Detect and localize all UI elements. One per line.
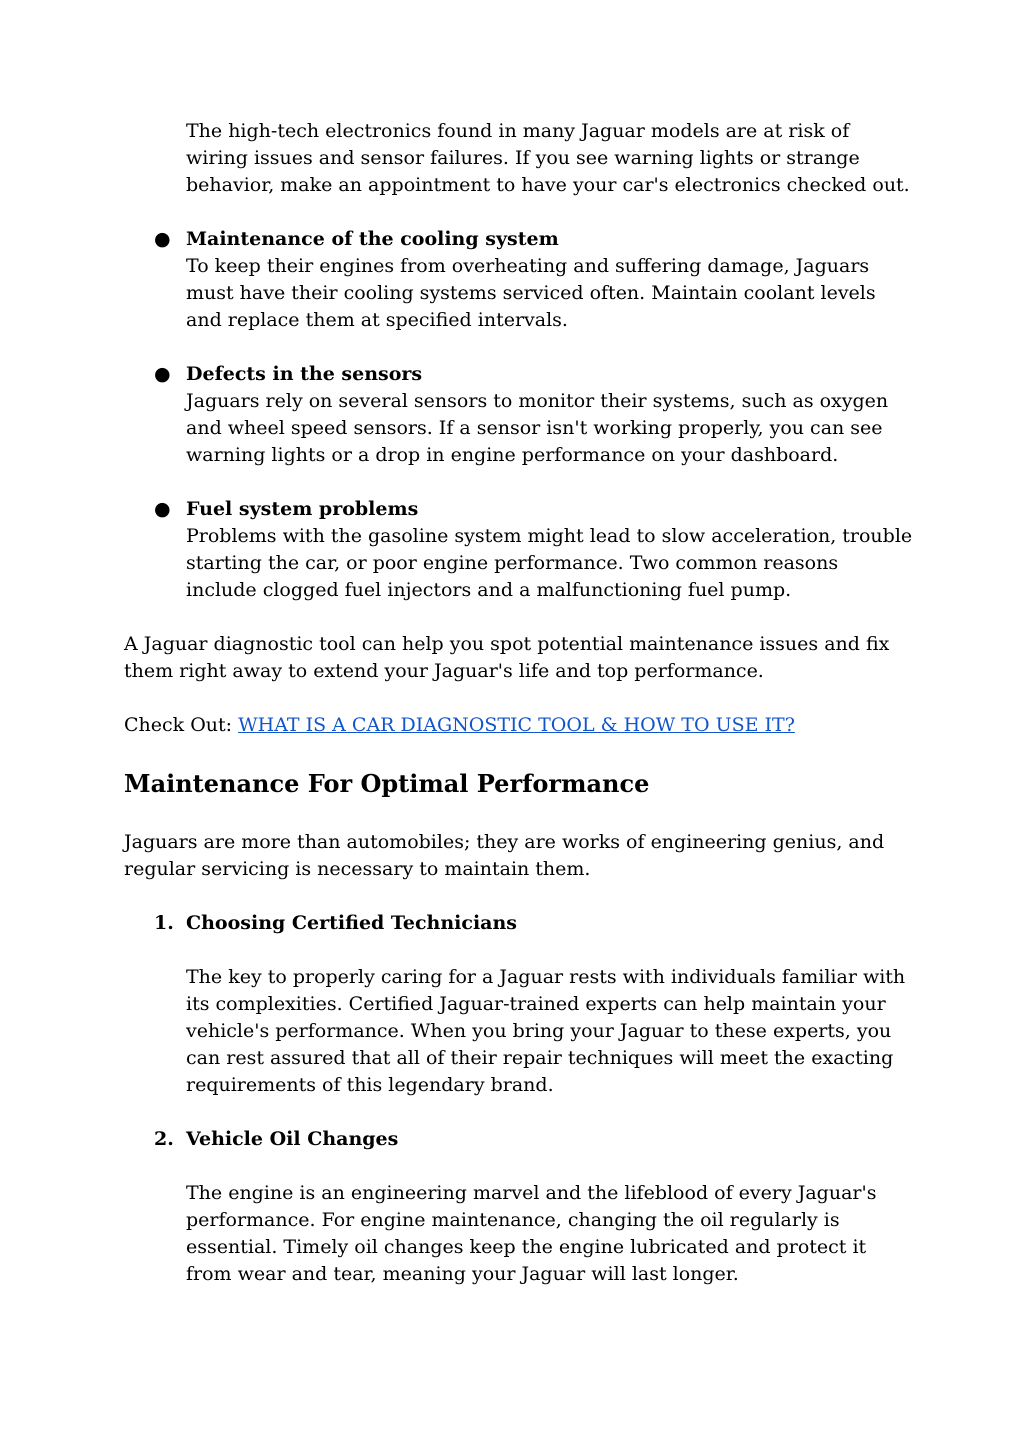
section-intro: Jaguars are more than automobiles; they are works of engineering genius, and regular servicing is necessary to maintain them.	[124, 831, 885, 880]
bullet-title: Defects in the sensors	[186, 363, 423, 385]
numbered-title: Choosing Certified Technicians	[186, 912, 517, 934]
bullet-item-fuel	[154, 496, 914, 604]
document-page	[124, 118, 914, 1288]
bullet-title: Maintenance of the cooling system	[186, 228, 559, 250]
bullet-body: Jaguars rely on several sensors to monitor their systems, such as oxygen and wheel speed sensors. If a sensor isn't working properly, you can see warning lights or a drop in engine performance on your dashboard.	[186, 390, 889, 466]
bullet-body: Problems with the gasoline system might lead to slow acceleration, trouble starting the car, or poor engine performance. Two common reasons include clogged fuel injectors and a malfunctioning fuel pump.	[186, 525, 913, 601]
bullet-title: Fuel system problems	[186, 498, 419, 520]
diagnostic-tool-link[interactable]: WHAT IS A CAR DIAGNOSTIC TOOL & HOW TO USE IT?	[238, 714, 795, 736]
summary-paragraph: A Jaguar diagnostic tool can help you spot potential maintenance issues and fix them right away to extend your Jaguar's life and top performance.	[124, 633, 890, 682]
section-heading: Maintenance For Optimal Performance	[124, 769, 650, 798]
number-marker: 2.	[154, 1128, 174, 1150]
numbered-body: The key to properly caring for a Jaguar rests with individuals familiar with its complexities. Certified Jaguar-trained experts can help maintain your vehicle's performance. When you bring your Jaguar to these experts, you can rest assured that all of their repair techniques will meet the exacting requirements of this legendary brand.	[186, 966, 906, 1096]
number-marker: 1.	[154, 912, 174, 934]
check-out-prefix: Check Out:	[124, 714, 239, 736]
intro-paragraph: The high-tech electronics found in many Jaguar models are at risk of wiring issues and sensor failures. If you see warning lights or strange behavior, make an appointment to have your car's electronics checked out.	[186, 120, 910, 196]
numbered-body: The engine is an engineering marvel and the lifeblood of every Jaguar's performance. For engine maintenance, changing the oil regularly is essential. Timely oil changes keep the engine lubricated and protect it from wear and tear, meaning your Jaguar will last longer.	[186, 1182, 877, 1285]
check-out-line	[124, 712, 914, 739]
bullet-marker: ●	[154, 498, 171, 520]
bullet-body: To keep their engines from overheating and suffering damage, Jaguars must have their cooling systems serviced often. Maintain coolant levels and replace them at specified intervals.	[186, 255, 876, 331]
bullet-item-cooling	[154, 226, 914, 334]
numbered-item-technicians	[154, 910, 914, 1099]
bullet-marker: ●	[154, 228, 171, 250]
bullet-marker: ●	[154, 363, 171, 385]
numbered-title: Vehicle Oil Changes	[186, 1128, 399, 1150]
bullet-item-sensors	[154, 361, 914, 469]
numbered-item-oil-changes	[154, 1126, 914, 1288]
